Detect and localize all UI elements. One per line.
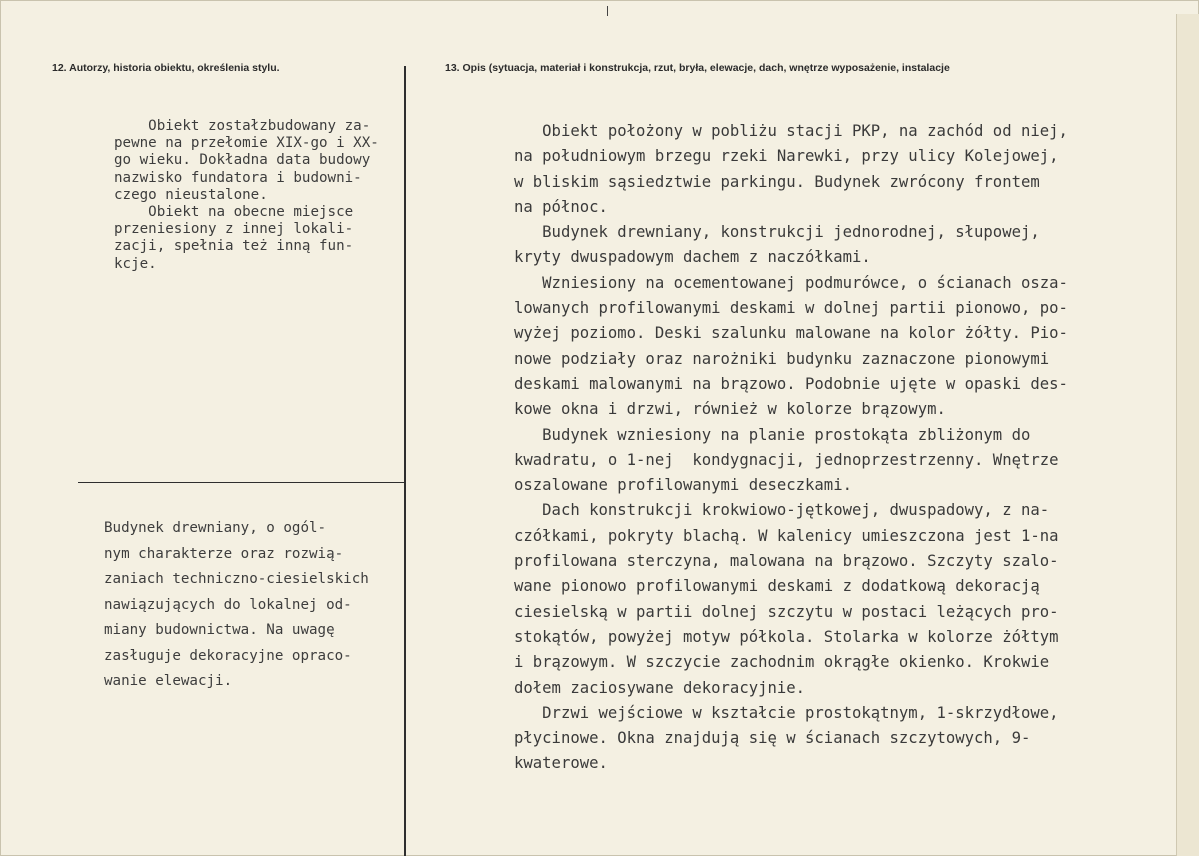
text-line: nym charakterze oraz rozwią- [104, 545, 344, 562]
text-line: Budynek wzniesiony na planie prostokąta zbliżonym do [514, 425, 1031, 444]
field-12-label: 12. Autorzy, historia obiektu, określenia stylu. [52, 62, 280, 74]
text-line: Dach konstrukcji krokwiowo-jętkowej, dwuspadowy, z na- [514, 501, 1050, 520]
text-line: przeniesiony z innej lokali- [114, 221, 354, 238]
left-section-divider [78, 482, 405, 483]
text-line: Drzwi wejściowe w kształcie prostokątnym, 1-skrzydłowe, [514, 703, 1059, 722]
column-divider [404, 66, 406, 856]
text-line: nazwisko fundatora i budowni- [114, 169, 362, 186]
text-line: na południowym brzegu rzeki Narewki, przy ulicy Kolejowej, [514, 147, 1059, 166]
text-line: czego nieustalone. [114, 186, 268, 203]
text-line: i brązowym. W szczycie zachodnim okrągłe okienko. Krokwie [514, 653, 1050, 672]
text-line: pewne na przełomie XIX-go i XX- [114, 135, 379, 152]
text-line: w bliskim sąsiedztwie parkingu. Budynek zwrócony frontem [514, 172, 1040, 191]
text-line: stokątów, powyżej motyw półkola. Stolarka w kolorze żółtym [514, 627, 1059, 646]
text-line: ciesielską w partii dolnej szczytu w postaci leżących pro- [514, 602, 1059, 621]
text-line: dołem zaciosywane dekoracyjnie. [514, 678, 806, 697]
summary-text [104, 516, 404, 695]
field-13-text [514, 119, 1174, 777]
text-line: płycinowe. Okna znajdują się w ścianach szczytowych, 9- [514, 729, 1031, 748]
text-line: kwaterowe. [514, 754, 608, 773]
text-line: profilowana sterczyna, malowana na brązowo. Szczyty szalo- [514, 552, 1059, 571]
field-13-label: 13. Opis (sytuacja, materiał i konstrukcja, rzut, bryła, elewacje, dach, wnętrze wyposażenie, instalacje [445, 62, 950, 74]
text-line: nowe podziały oraz narożniki budynku zaznaczone pionowymi [514, 349, 1050, 368]
text-line: Wzniesiony na ocementowanej podmurówce, o ścianach osza- [514, 273, 1068, 292]
adjacent-page-edge [1176, 14, 1199, 856]
text-line: wyżej poziomo. Deski szalunku malowane na kolor żółty. Pio- [514, 324, 1068, 343]
text-line: nawiązujących do lokalnej od- [104, 596, 352, 613]
text-line: czółkami, pokryty blachą. W kalenicy umieszczona jest 1-na [514, 526, 1059, 545]
text-line: deskami malowanymi na brązowo. Podobnie ujęte w opaski des- [514, 374, 1068, 393]
text-line: wanie elewacji. [104, 673, 233, 689]
field-12-text [114, 118, 404, 273]
text-line: miany budownictwa. Na uwagę [104, 622, 335, 638]
text-line: zacji, spełnia też inną fun- [114, 238, 354, 255]
text-line: zaniach techniczno-ciesielskich [104, 571, 369, 587]
text-line: oszalowane profilowanymi deseczkami. [514, 476, 852, 495]
text-line: go wieku. Dokładna data budowy [114, 152, 371, 169]
top-tick-mark [607, 6, 608, 16]
text-line: Budynek drewniany, konstrukcji jednorodnej, słupowej, [514, 223, 1040, 242]
text-line: Obiekt zostałzbudowany za- [114, 118, 371, 134]
text-line: kryty dwuspadowym dachem z naczółkami. [514, 248, 871, 267]
text-line: wane pionowo profilowanymi deskami z dodatkową dekoracją [514, 577, 1040, 596]
text-line: kwadratu, o 1-nej kondygnacji, jednoprzestrzenny. Wnętrze [514, 450, 1059, 469]
text-line: kowe okna i drzwi, również w kolorze brązowym. [514, 400, 946, 419]
text-line: na północ. [514, 197, 608, 216]
text-line: kcje. [114, 255, 157, 272]
text-line: lowanych profilowanymi deskami w dolnej partii pionowo, po- [514, 299, 1068, 318]
text-line: zasługuje dekoracyjne opraco- [104, 647, 352, 664]
text-line: Obiekt położony w pobliżu stacji PKP, na zachód od niej, [514, 122, 1068, 140]
text-line: Budynek drewniany, o ogól- [104, 520, 327, 536]
text-line: Obiekt na obecne miejsce [114, 204, 354, 221]
